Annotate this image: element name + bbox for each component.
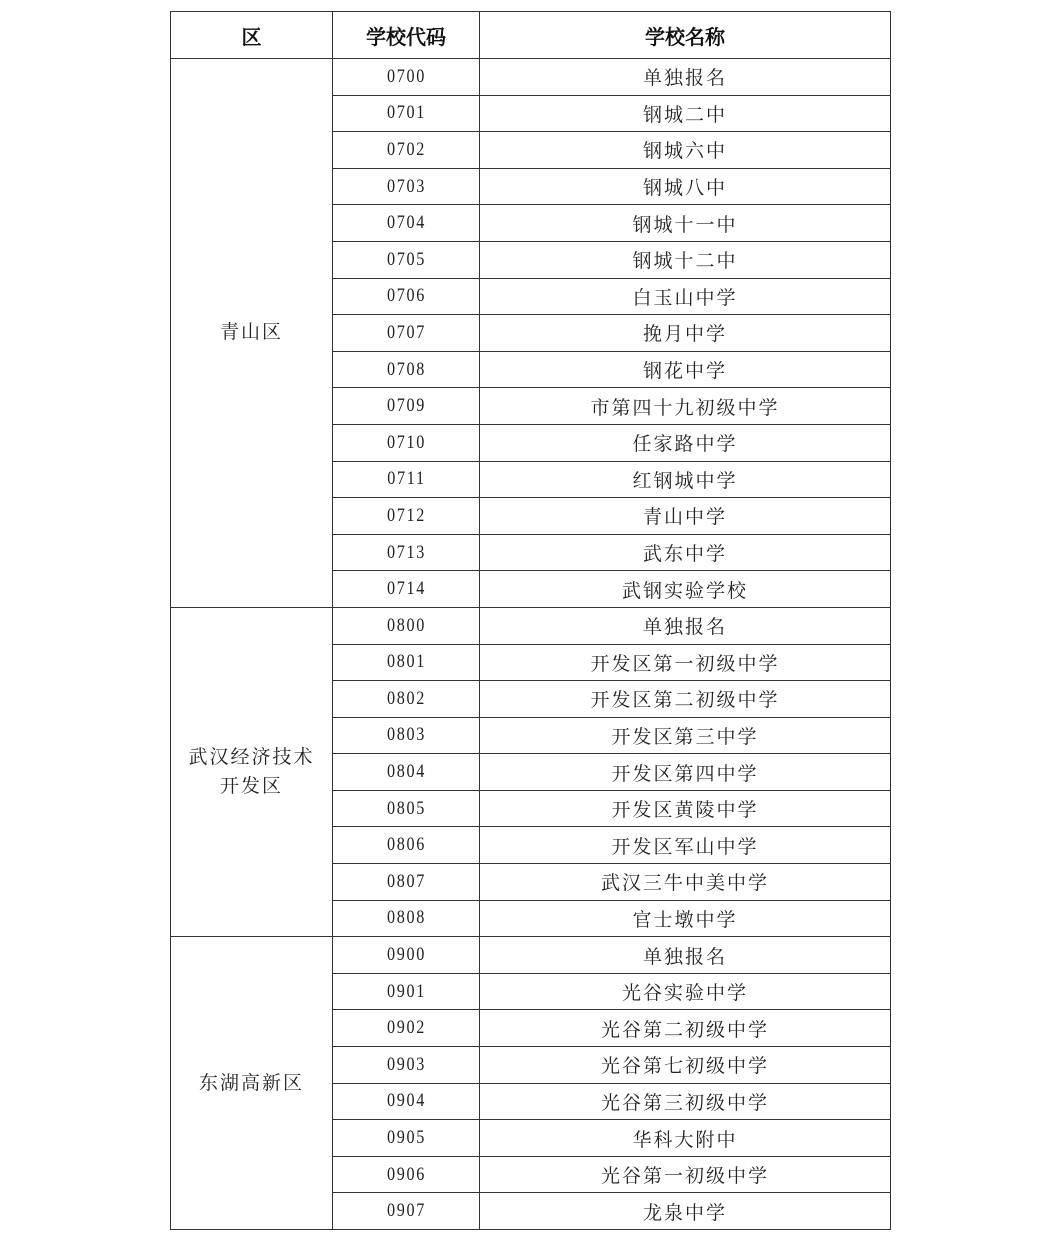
school-name-cell: 开发区第二初级中学 xyxy=(480,681,891,718)
school-name-cell: 红钢城中学 xyxy=(480,461,891,498)
school-code-cell: 0903 xyxy=(344,1047,469,1084)
school-code-cell: 0802 xyxy=(344,681,469,718)
school-name-cell: 开发区军山中学 xyxy=(480,827,891,864)
school-code-cell: 0702 xyxy=(344,132,469,169)
school-name-cell: 单独报名 xyxy=(480,607,891,644)
school-code-table xyxy=(170,11,891,1230)
school-code-cell: 0806 xyxy=(344,827,469,864)
school-name-cell: 钢城十二中 xyxy=(480,241,891,278)
school-code-cell: 0706 xyxy=(344,278,469,315)
district-cell xyxy=(171,607,333,936)
school-code-cell: 0801 xyxy=(344,644,469,681)
school-code-cell: 0714 xyxy=(344,571,469,608)
table-row xyxy=(171,59,891,96)
school-name-cell: 青山中学 xyxy=(480,498,891,535)
school-name-cell: 开发区第四中学 xyxy=(480,754,891,791)
header-row xyxy=(171,12,891,59)
school-code-cell: 0713 xyxy=(344,534,469,571)
school-code-cell: 0700 xyxy=(344,59,469,96)
district-line: 开发区 xyxy=(219,775,283,798)
school-code-cell: 0710 xyxy=(344,424,469,461)
school-name-cell: 武东中学 xyxy=(480,534,891,571)
school-name-cell: 钢花中学 xyxy=(480,351,891,388)
school-name-cell: 钢城二中 xyxy=(480,95,891,132)
school-name-cell: 武汉三牛中美中学 xyxy=(480,864,891,901)
school-code-cell: 0711 xyxy=(344,461,469,498)
school-name-cell: 开发区第三中学 xyxy=(480,717,891,754)
school-name-cell: 龙泉中学 xyxy=(480,1193,891,1230)
school-name-cell: 任家路中学 xyxy=(480,424,891,461)
district-cell: 青山区 xyxy=(171,59,333,608)
school-name-cell: 单独报名 xyxy=(480,59,891,96)
school-code-cell: 0708 xyxy=(344,351,469,388)
school-code-cell: 0707 xyxy=(344,315,469,352)
school-code-cell: 0907 xyxy=(344,1193,469,1230)
district-line: 武汉经济技术 xyxy=(188,746,315,769)
school-name-cell: 光谷实验中学 xyxy=(480,973,891,1010)
district-cell: 东湖高新区 xyxy=(171,937,333,1230)
header-school-name: 学校名称 xyxy=(480,12,891,59)
school-name-cell: 市第四十九初级中学 xyxy=(480,388,891,425)
table-body xyxy=(171,59,891,1230)
school-code-cell: 0904 xyxy=(344,1083,469,1120)
school-name-cell: 开发区第一初级中学 xyxy=(480,644,891,681)
school-name-cell: 光谷第二初级中学 xyxy=(480,1010,891,1047)
school-code-cell: 0905 xyxy=(344,1120,469,1157)
school-name-cell: 开发区黄陵中学 xyxy=(480,790,891,827)
school-code-cell: 0800 xyxy=(344,607,469,644)
school-name-cell: 官士墩中学 xyxy=(480,900,891,937)
school-name-cell: 光谷第一初级中学 xyxy=(480,1156,891,1193)
school-code-cell: 0807 xyxy=(344,864,469,901)
school-code-cell: 0901 xyxy=(344,973,469,1010)
school-code-cell: 0804 xyxy=(344,754,469,791)
school-code-cell: 0808 xyxy=(344,900,469,937)
school-code-cell: 0712 xyxy=(344,498,469,535)
school-name-cell: 挽月中学 xyxy=(480,315,891,352)
school-name-cell: 光谷第三初级中学 xyxy=(480,1083,891,1120)
school-name-cell: 钢城六中 xyxy=(480,132,891,169)
school-name-cell: 武钢实验学校 xyxy=(480,571,891,608)
school-name-cell: 光谷第七初级中学 xyxy=(480,1047,891,1084)
table-row xyxy=(171,937,891,974)
school-name-cell: 钢城十一中 xyxy=(480,205,891,242)
school-code-cell: 0803 xyxy=(344,717,469,754)
header-school-code: 学校代码 xyxy=(333,12,480,59)
school-code-cell: 0709 xyxy=(344,388,469,425)
school-code-cell: 0705 xyxy=(344,241,469,278)
school-code-cell: 0703 xyxy=(344,168,469,205)
school-code-cell: 0902 xyxy=(344,1010,469,1047)
header-district: 区 xyxy=(171,12,333,59)
school-code-cell: 0704 xyxy=(344,205,469,242)
school-name-cell: 钢城八中 xyxy=(480,168,891,205)
school-name-cell: 华科大附中 xyxy=(480,1120,891,1157)
school-code-cell: 0906 xyxy=(344,1156,469,1193)
school-name-cell: 单独报名 xyxy=(480,937,891,974)
school-name-cell: 白玉山中学 xyxy=(480,278,891,315)
table-row xyxy=(171,607,891,644)
school-code-cell: 0900 xyxy=(344,937,469,974)
school-code-cell: 0701 xyxy=(344,95,469,132)
school-code-cell: 0805 xyxy=(344,790,469,827)
